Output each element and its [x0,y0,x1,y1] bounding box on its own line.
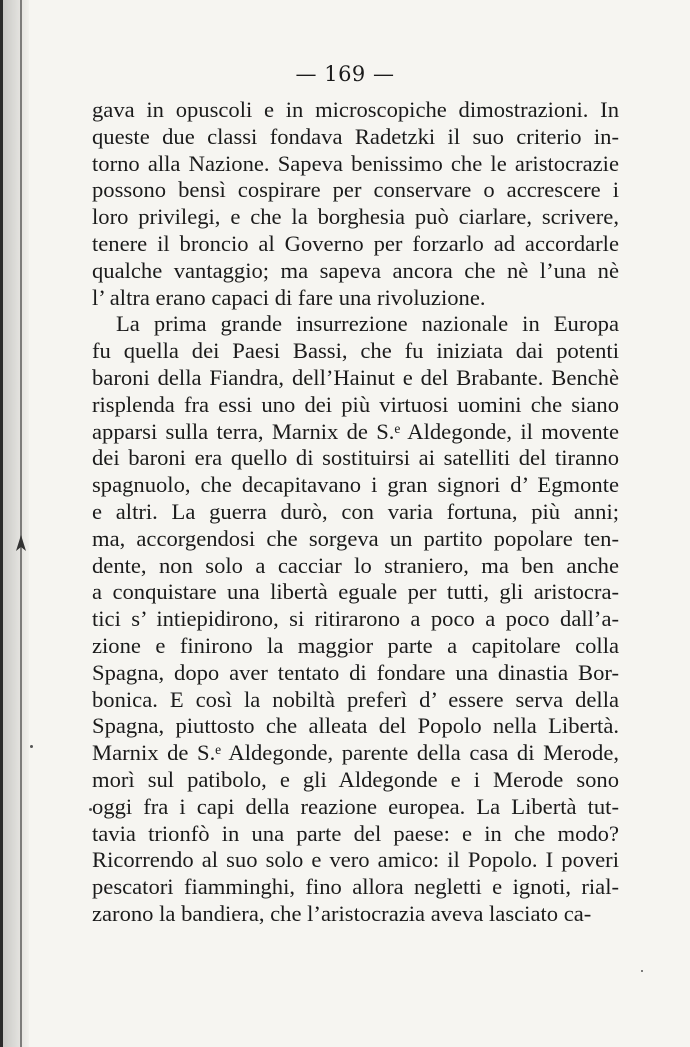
text-line: tici s’ intiepidirono, si ritirarono a poco a poco dall’a- [92,606,619,632]
text-line: queste due classi fondava Radetzki il suo criterio in- [92,123,619,149]
text-line: bonica. E così la nobiltà preferì d’ essere serva della [92,686,619,712]
binding-thread [20,0,22,1047]
paper-speck [30,745,33,748]
text-line: loro privilegi, e che la borghesia può ciarlare, scrivere, [92,204,619,230]
paper-speck [641,970,643,972]
text-line: Ricorrendo al suo solo e vero amico: il Popolo. I poveri [92,847,619,873]
text-line: baroni della Fiandra, dell’Hainut e del Brabante. Benchè [92,364,619,390]
page-number: — 169 — [295,62,395,86]
text-line: tenere il broncio al Governo per forzarlo ad accordarle [92,230,619,256]
text-line: Marnix de S.ᵉ Aldegonde, parente della casa di Merode, [92,740,619,766]
text-line: fu quella dei Paesi Bassi, che fu iniziata dai potenti [92,338,619,364]
text-line: gava in opuscoli e in microscopiche dimostrazioni. In [92,97,619,122]
text-line: Spagna, dopo aver tentato di fondare una dinastia Bor- [92,659,619,685]
text-line: Spagna, piuttosto che alleata del Popolo nella Libertà. [92,713,619,739]
text-line: apparsi sulla terra, Marnix de S.ᵉ Aldegonde, il movente [92,418,619,444]
text-line: a conquistare una libertà eguale per tutti, gli aristocra- [92,579,619,605]
text-line: La prima grande insurrezione nazionale in Europa [116,311,619,337]
text-line: spagnuolo, che decapitavano i gran signori d’ Egmonte [92,472,619,498]
text-line: l’ altra erano capaci di fare una rivoluzione. [92,284,486,310]
paragraph [92,97,619,311]
text-line: morì sul patibolo, e gli Aldegonde e i Merode sono [92,766,619,792]
text-line: zione e finirono la maggior parte a capitolare colla [92,632,619,658]
text-line: dente, non solo a cacciar lo straniero, ma ben anche [92,552,619,578]
text-line: oggi fra i capi della reazione europea. La Libertà tut- [92,793,619,819]
text-line: tavia trionfò in una parte del paese: e in che modo? [92,820,619,846]
text-line: pescatori fiamminghi, fino allora negletti e ignoti, rial- [92,874,619,900]
binding-shadow [3,0,29,1047]
text-line: torno alla Nazione. Sapeva benissimo che le aristocrazie [92,150,619,176]
text-line: dei baroni era quello di sostituirsi ai satelliti del tiranno [92,445,619,471]
text-line: qualche vantaggio; ma sapeva ancora che nè l’una nè [92,257,619,283]
text-line: e altri. La guerra durò, con varia fortuna, più anni; [92,498,619,524]
body-text [92,97,619,928]
paragraph [92,311,619,927]
binding-stitch-icon [15,535,27,551]
text-line: ma, accorgendosi che sorgeva un partito popolare ten- [92,525,619,551]
text-line: possono bensì cospirare per conservare o accrescere i [92,177,619,203]
text-line: risplenda fra essi uno dei più virtuosi uomini che siano [92,391,619,417]
text-line: zarono la bandiera, che l’aristocrazia aveva lasciato ca- [92,900,592,926]
